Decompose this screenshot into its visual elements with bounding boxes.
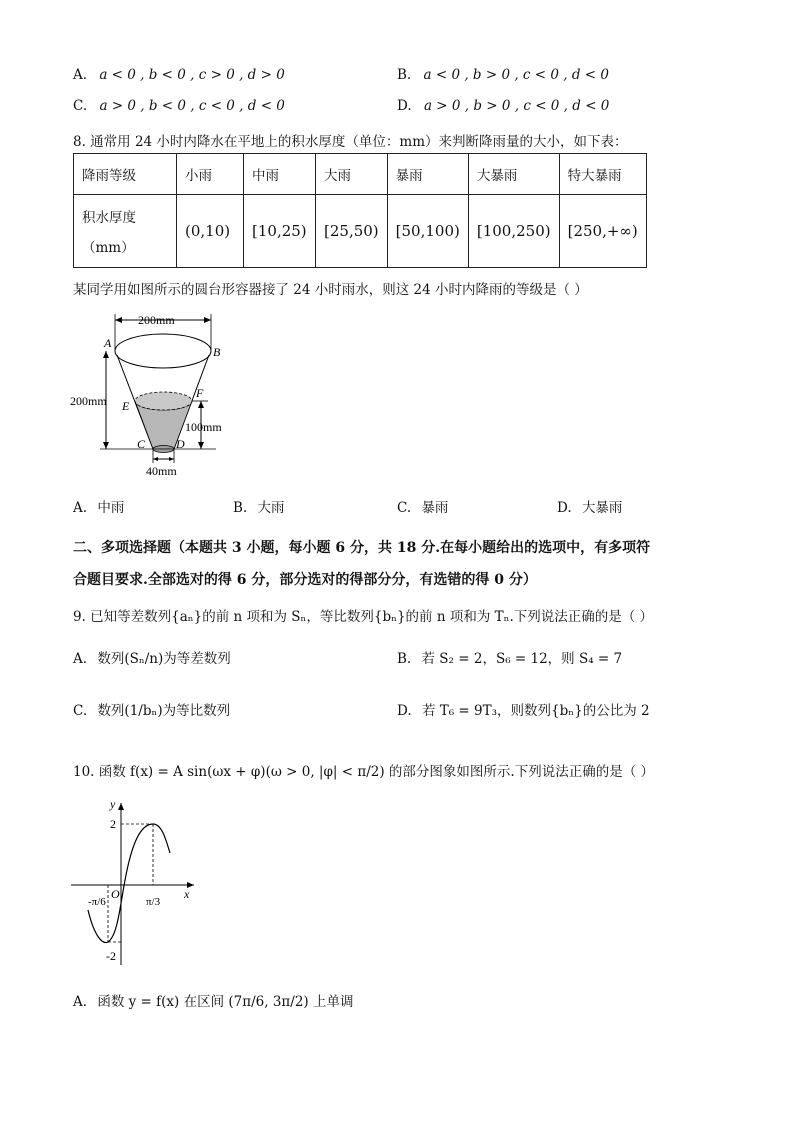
table-cell: [250,+∞) bbox=[559, 195, 646, 268]
section2-heading-line2: 合题目要求.全部选对的得 6 分，部分选对的得部分分，有选错的得 0 分） bbox=[73, 572, 537, 588]
option-text: 大雨 bbox=[257, 500, 285, 516]
option-text: 若 T₆ = 9T₃，则数列{bₙ}的公比为 2 bbox=[421, 703, 650, 719]
option-key: B. bbox=[233, 500, 248, 516]
q8-followup: 某同学用如图所示的圆台形容器接了 24 小时雨水，则这 24 小时内降雨的等级是（ ） bbox=[73, 282, 588, 298]
option-key: C. bbox=[397, 500, 412, 516]
point-label-e: E bbox=[122, 399, 130, 413]
table-cell: 中雨 bbox=[244, 154, 316, 195]
table-cell: 小雨 bbox=[177, 154, 244, 195]
option-text: 数列(1/bₙ)为等比数列 bbox=[97, 703, 231, 719]
rainfall-table bbox=[73, 153, 647, 268]
table-cell bbox=[74, 195, 177, 268]
q8-option-a[interactable] bbox=[73, 496, 124, 516]
sine-graph-figure bbox=[66, 795, 206, 970]
q8-option-c[interactable] bbox=[397, 496, 448, 516]
option-text: 大暴雨 bbox=[581, 500, 623, 516]
option-key: C. bbox=[73, 703, 88, 719]
option-text: 数列(Sₙ/n)为等差数列 bbox=[97, 651, 231, 667]
option-key: D. bbox=[397, 703, 412, 719]
y-axis-label: y bbox=[110, 797, 116, 811]
q9-option-c[interactable] bbox=[73, 699, 230, 719]
top-diameter-label: 200mm bbox=[138, 313, 175, 327]
q9-option-b[interactable] bbox=[397, 647, 622, 667]
height-label: 200mm bbox=[70, 394, 107, 408]
bottom-diameter-label: 40mm bbox=[146, 464, 177, 478]
option-key: A. bbox=[73, 500, 88, 516]
option-text: 函数 y = f(x) 在区间 (7π/6, 3π/2) 上单调 bbox=[97, 994, 354, 1010]
table-cell: 大暴雨 bbox=[468, 154, 559, 195]
option-key: D. bbox=[557, 500, 572, 516]
table-row bbox=[74, 154, 647, 195]
option-key: A. bbox=[73, 67, 88, 83]
q8-option-b[interactable] bbox=[233, 496, 285, 516]
y-min-label: -2 bbox=[106, 949, 116, 963]
option-text: 若 S₂ = 2，S₆ = 12，则 S₄ = 7 bbox=[421, 651, 623, 667]
x-left-tick-label: -π/6 bbox=[88, 896, 106, 908]
q10-option-a[interactable] bbox=[73, 990, 354, 1010]
q9-stem: 9. 已知等差数列{aₙ}的前 n 项和为 Sₙ，等比数列{bₙ}的前 n 项和为 Tₙ.下列说法正确的是（ ） bbox=[73, 609, 654, 625]
table-cell: [100,250) bbox=[468, 195, 559, 268]
option-key: B. bbox=[397, 67, 412, 83]
q7-option-c[interactable] bbox=[73, 98, 285, 114]
table-cell: 大雨 bbox=[316, 154, 388, 195]
point-label-d: D bbox=[176, 437, 185, 451]
option-key: C. bbox=[73, 98, 88, 114]
table-cell: 特大暴雨 bbox=[559, 154, 646, 195]
option-text: 中雨 bbox=[97, 500, 125, 516]
section2-heading-line1: 二、多项选择题（本题共 3 小题，每小题 6 分，共 18 分.在每小题给出的选项中，有多项符 bbox=[73, 540, 651, 556]
q8-option-d[interactable] bbox=[557, 496, 622, 516]
table-row bbox=[74, 195, 647, 268]
origin-label: O bbox=[111, 887, 120, 901]
option-text: a < 0 , b < 0 , c > 0 , d > 0 bbox=[99, 67, 285, 83]
row-unit: （mm） bbox=[82, 240, 135, 256]
option-key: A. bbox=[73, 994, 88, 1010]
y-max-label: 2 bbox=[110, 817, 116, 831]
q9-option-d[interactable] bbox=[397, 699, 650, 719]
x-right-tick-label: π/3 bbox=[146, 896, 161, 908]
q9-option-a[interactable] bbox=[73, 647, 231, 667]
option-text: 暴雨 bbox=[421, 500, 449, 516]
option-key: A. bbox=[73, 651, 88, 667]
q7-option-d[interactable] bbox=[397, 98, 609, 114]
water-depth-label: 100mm bbox=[185, 420, 222, 434]
table-cell: 暴雨 bbox=[387, 154, 468, 195]
table-cell: 降雨等级 bbox=[74, 154, 177, 195]
point-label-c: C bbox=[137, 437, 146, 451]
option-key: B. bbox=[397, 651, 412, 667]
table-cell: [10,25) bbox=[244, 195, 316, 268]
table-cell: [50,100) bbox=[387, 195, 468, 268]
point-label-b: B bbox=[213, 345, 221, 359]
option-text: a > 0 , b > 0 , c < 0 , d < 0 bbox=[423, 98, 610, 114]
q10-stem: 10. 函数 f(x) = A sin(ωx + φ)(ω > 0, |φ| < π/2) 的部分图象如图所示.下列说法正确的是（ ） bbox=[73, 764, 655, 780]
option-text: a < 0 , b > 0 , c < 0 , d < 0 bbox=[423, 67, 609, 83]
q7-option-a[interactable] bbox=[73, 67, 285, 83]
row-label: 积水厚度 bbox=[82, 210, 136, 226]
x-axis-label: x bbox=[184, 887, 190, 901]
q7-option-b[interactable] bbox=[397, 67, 609, 83]
point-label-f: F bbox=[196, 386, 204, 400]
option-text: a > 0 , b < 0 , c < 0 , d < 0 bbox=[99, 98, 285, 114]
table-cell: [25,50) bbox=[316, 195, 388, 268]
point-label-a: A bbox=[104, 336, 112, 350]
table-cell: (0,10) bbox=[177, 195, 244, 268]
frustum-container-figure bbox=[66, 305, 246, 485]
option-key: D. bbox=[397, 98, 412, 114]
q8-stem: 8. 通常用 24 小时内降水在平地上的积水厚度（单位：mm）来判断降雨量的大小，如下表： bbox=[73, 134, 628, 150]
